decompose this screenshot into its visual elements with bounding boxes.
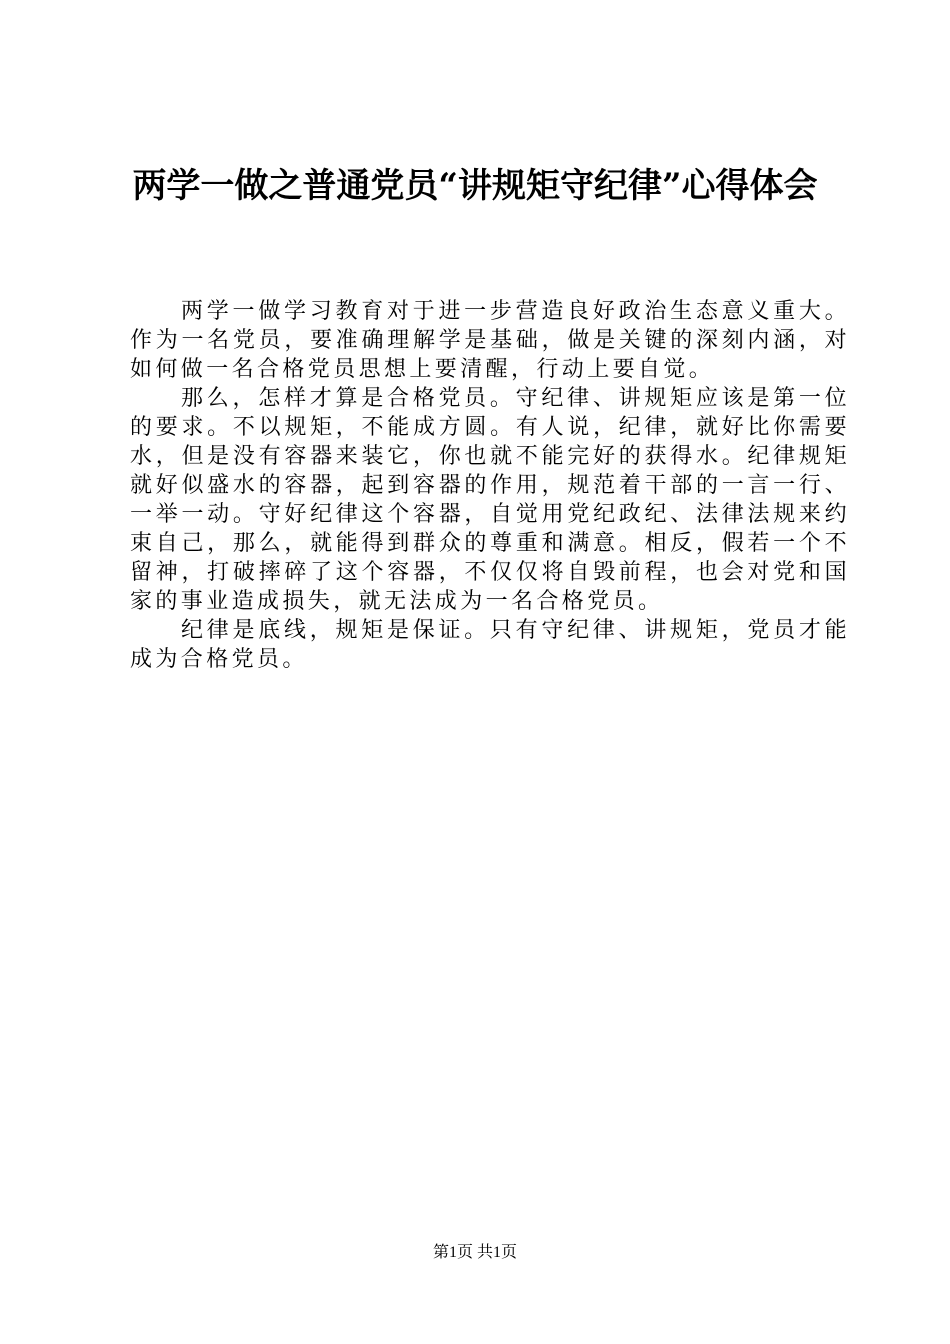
- page-footer: 第1页 共1页: [432, 1244, 517, 1261]
- paragraph-1: 两学一做学习教育对于进一步营造良好政治生态意义重大。作为一名党员，要准确理解学是基础，做是关键的深刻内涵，对如何做一名合格党员思想上要清醒，行动上要自觉。: [130, 299, 850, 382]
- paragraph-2: 那么，怎样才算是合格党员。守纪律、讲规矩应该是第一位的要求。不以规矩，不能成方圆。有人说，纪律，就好比你需要水，但是没有容器来装它，你也就不能完好的获得水。纪律规矩就好似盛水的容器，起到容器的作用，规范着干部的一言一行、一举一动。守好纪律这个容器，自觉用党纪政纪、法律法规来约束自己，那么，就能得到群众的尊重和满意。相反，假若一个不留神，打破摔碎了这个容器，不仅仅将自毁前程，也会对党和国家的事业造成损失，就无法成为一名合格党员。: [130, 386, 850, 614]
- paragraph-3: 纪律是底线，规矩是保证。只有守纪律、讲规矩，党员才能成为合格党员。: [130, 618, 850, 672]
- document-title: 两学一做之普通党员“讲规矩守纪律”心得体会: [132, 166, 818, 206]
- document-body: [130, 297, 850, 674]
